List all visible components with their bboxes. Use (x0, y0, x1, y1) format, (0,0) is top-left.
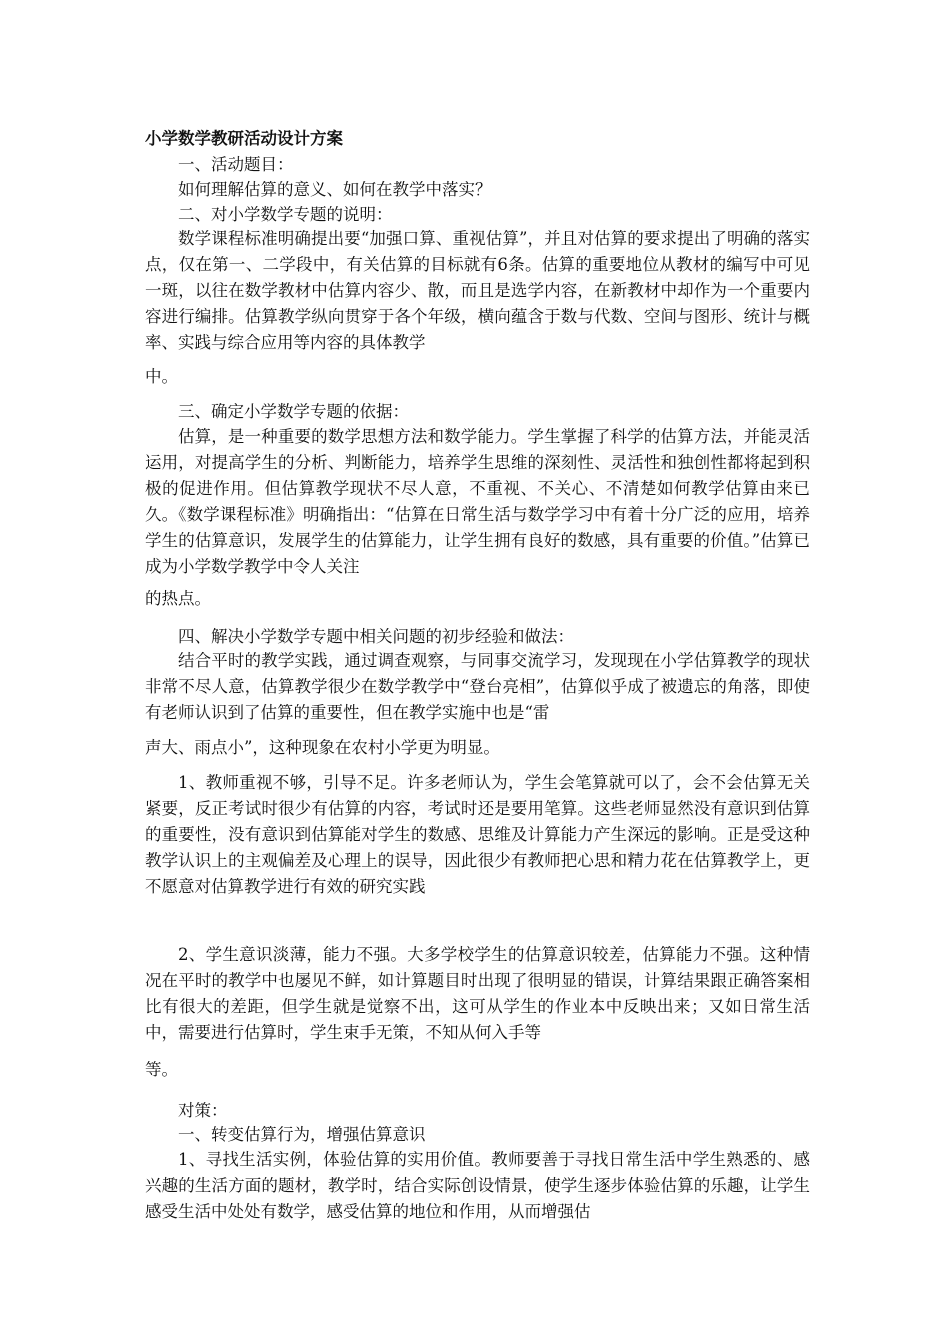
section-2-paragraph-end: 中。 (145, 367, 178, 386)
section-2-paragraph: 数学课程标准明确提出要“加强口算、重视估算”，并且对估算的要求提出了明确的落实点，仅在第一、二学段中，有关估算的目标就有6条。估算的重要地位从教材的编写中可见一斑，以往在数学教材中估算内容少、散，而且是选学内容，在新教材中却作为一个重要内容进行编排。估算教学纵向贯穿于各个年级，横向蕴含于数与代数、空间与图形、统计与概率、实践与综合应用等内容的具体教学 (145, 229, 810, 352)
section-4-heading: 四、解决小学数学专题中相关问题的初步经验和做法： (178, 627, 574, 646)
section-4-paragraph-3: 2、学生意识淡薄，能力不强。大多学校学生的估算意识较差，估算能力不强。这种情况在平时的教学中也屡见不鲜，如计算题目时出现了很明显的错误，计算结果跟正确答案相比有很大的差距，但学生就是觉察不出，这可从学生的作业本中反映出来；又如日常生活中，需要进行估算时，学生束手无策，不知从何入手等 (145, 945, 810, 1042)
section-3-heading: 三、确定小学数学专题的依据： (178, 402, 409, 421)
section-1-heading: 一、活动题目： (178, 155, 294, 174)
section-4-paragraph-1-end: 声大、雨点小”，这种现象在农村小学更为明显。 (145, 738, 500, 757)
section-4-paragraph-3-end: 等。 (145, 1060, 178, 1079)
section-3-paragraph-end: 的热点。 (145, 589, 211, 608)
section-3-paragraph: 估算，是一种重要的数学思想方法和数学能力。学生掌握了科学的估算方法，并能灵活运用，对提高学生的分析、判断能力，培养学生思维的深刻性、灵活性和独创性都将起到积极的促进作用。但估算教学现状不尽人意，不重视、不关心、不清楚如何教学估算由来已久。《数学课程标准》明确指出：“估算在日常生活与数学学习中有着十分广泛的应用，培养学生的估算意识，发展学生的估算能力，让学生拥有良好的数感，具有重要的价值。”估算已成为小学数学教学中令人关注 (145, 427, 810, 576)
section-4-paragraph-2: 1、教师重视不够，引导不足。许多老师认为，学生会笔算就可以了，会不会估算无关紧要，反正考试时很少有估算的内容，考试时还是要用笔算。这些老师显然没有意识到估算的重要性，没有意识到估算能对学生的数感、思维及计算能力产生深远的影响。正是受这种教学认识上的主观偏差及心理上的误导，因此很少有教师把心思和精力花在估算教学上，更不愿意对估算教学进行有效的研究实践 (145, 773, 810, 896)
countermeasures-heading: 对策： (178, 1101, 228, 1120)
countermeasures-paragraph-1: 1、寻找生活实例，体验估算的实用价值。教师要善于寻找日常生活中学生熟悉的、感兴趣的生活方面的题材，教学时，结合实际创设情景，使学生逐步体验估算的乐趣，让学生感受生活中处处有数学，感受估算的地位和作用，从而增强估 (145, 1150, 810, 1221)
document-title: 小学数学教研活动设计方案 (145, 129, 343, 148)
countermeasures-subheading-1: 一、转变估算行为，增强估算意识 (178, 1125, 426, 1144)
section-1-body: 如何理解估算的意义、如何在教学中落实？ (178, 180, 492, 199)
section-4-paragraph-1: 结合平时的教学实践，通过调查观察，与同事交流学习，发现现在小学估算教学的现状非常不尽人意，估算教学很少在数学教学中“登台亮相”，估算似乎成了被遗忘的角落，即使有老师认识到了估算的重要性，但在教学实施中也是“雷 (145, 651, 810, 722)
section-2-heading: 二、对小学数学专题的说明： (178, 205, 393, 224)
